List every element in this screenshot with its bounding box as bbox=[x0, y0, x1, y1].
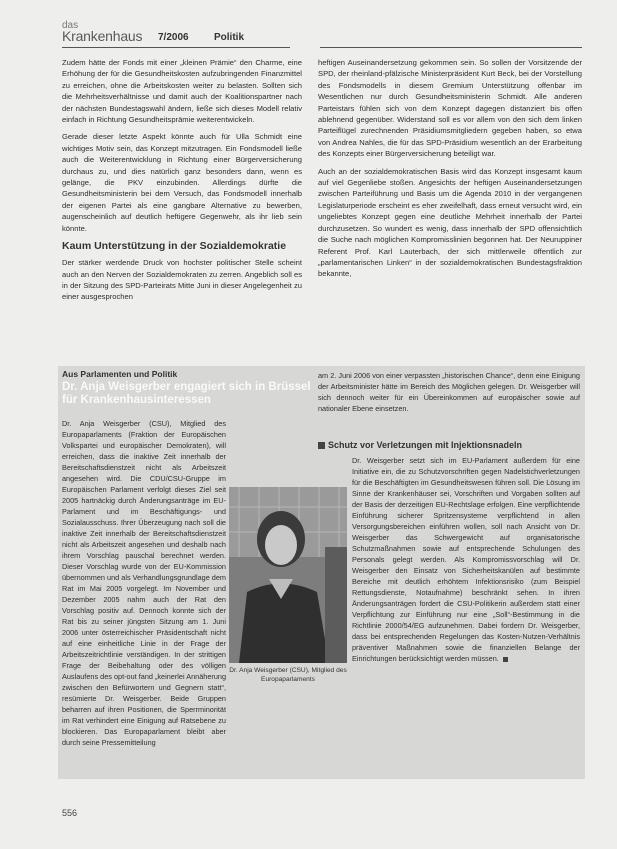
right-column bbox=[318, 57, 582, 357]
portrait-illustration bbox=[229, 487, 347, 663]
right-paragraph-2: Auch an der sozialdemokratischen Basis wird das Konzept insgesamt kaum auf viel Gegenliebe stoßen. Angesichts der heftigen Auseinandersetzungen zwischen Parteiführung und Basis um die Agenda 2010 in der vergangenen Legislaturperiode erscheint es eher zweifelhaft, dass erneut versucht wird, ein ungeliebtes Konzept gegen eine deutliche Mehrheit innerhalb der Partei durchzusetzen. So wundert es wenig, dass innerhalb der SPD offensichtlich die Suche nach möglichen Kompromisslinien begonnen hat. Der Neuruppiner Referent Prof. Karl Lauterbach, der sich mittlerweile öffentlich zur „parlamentarischen Linken“ in der sozialdemokratischen Bundestagsfraktion bekannte, bbox=[318, 166, 582, 279]
bullet-square-icon bbox=[318, 442, 325, 449]
left-paragraph-3: Der stärker werdende Druck von hochster politischer Stelle scheint auch an den Nerven der Sozialdemokraten zu zerren. Angeblich soll es in der Sitzung des SPD-Parteirats Mitte Juni in dieser Angelegenheit zu einer ausgesprochen bbox=[62, 258, 302, 302]
box-left-text bbox=[62, 418, 226, 774]
box-subheading-text: Schutz vor Verletzungen mit Injektionsnadeln bbox=[328, 440, 523, 450]
box-right-top-text bbox=[318, 370, 580, 436]
box-right-text bbox=[352, 455, 580, 775]
end-mark-icon bbox=[503, 657, 508, 662]
header-rule-left bbox=[62, 47, 290, 48]
logo-prefix: das bbox=[62, 20, 79, 31]
section-name: Politik bbox=[214, 32, 245, 43]
box-left-paragraph: Dr. Anja Weisgerber (CSU), Mitglied des Europaparlaments (Fraktion der Europäischen Volkspartei und europäischer Demokraten), will erreichen, dass die inaktive Zeit innerhalb der Bereitschaftsdienstzeit nicht als Arbeitszeit angesehen wird. Die CDU/CSU-Gruppe im Europäischen Parlament verfolgt dieses Ziel seit 2005 hartnäckig durch Änderungsanträge im EU-Parlament und im Beschäftigungs- und Sozialausschuss. Ihrer Überzeugung nach soll die inaktive Zeit innerhalb der Bereitschaftsdienstzeit nicht als Arbeitszeit angesehen und deshalb nach ihrem Vorschlag pauschal berechnet werden. Dieser Vorschlag wurde von der EU-Kommission übernommen und als Verhandlungsgrundlage dem Rat im Mai 2005 vorgelegt. Im November und Dezember 2005 nahm auch der Rat den Vorschlag positiv auf. Dennoch konnte sich der Rat bis zu seiner jüngsten Sitzung am 1. Juni 2006 unter österreichischer Präsidentschaft nicht auf eine einheitliche Linie in der Frage der Arbeitszeitrichtlinie verständigen. In der strittigen Frage der Beibehaltung oder des völligen Auslaufens des opt-out fand „keinerlei Annäherung zwischen den Befürwortern und Gegnern statt“, resümierte Dr. Weisgerber. Beide Gruppen beharren auf ihren Positionen, die Sperrminorität im Rat verhindert eine Einigung auf Ratsebene zu blockieren. Das Europaparlament bleibt aber durch seine Pressemitteilung bbox=[62, 419, 226, 747]
box-right-top-paragraph: am 2. Juni 2006 von einer verpassten „historischen Chance“, denn eine Einigung der Arbeitsminister hätte im Bereich des Möglichen gelegen. Dr. Weisgerber will sich dennoch weiter für ein Übereinkommen auf europäischer sowie auf nationaler Ebene einsetzen. bbox=[318, 371, 580, 413]
issue-number: 7/2006 bbox=[158, 32, 189, 43]
portrait-photo bbox=[229, 487, 347, 663]
photo-caption: Dr. Anja Weisgerber (CSU), Mitglied des Europaparlaments bbox=[229, 667, 347, 683]
section-heading: Kaum Unterstützung in der Sozialdemokratie bbox=[62, 240, 287, 253]
box-headline: Dr. Anja Weisgerber engagiert sich in Brüssel für Krankenhausinteressen bbox=[62, 381, 311, 406]
left-column bbox=[62, 57, 302, 362]
header-rule-right bbox=[320, 47, 582, 48]
masthead bbox=[62, 20, 582, 48]
magazine-logo: Krankenhaus bbox=[62, 28, 143, 44]
box-subheading bbox=[318, 440, 522, 450]
left-paragraph-1: Zudem hätte der Fonds mit einer „kleinen Prämie“ den Charme, eine Erhöhung der für die Gesundheitskosten aufzubringenden Finanzmittel zu erreichen, ohne die Arbeitskosten weiter zu belasten. Sollten sich die Mehrheitsverhältnisse und damit auch der Koalitionspartner nach der nächsten Bundestagswahl ändern, ließe sich dieses Modell relativ einfach in Richtung Gesundheitsprämie weiterentwickeln. bbox=[62, 58, 302, 125]
right-paragraph-1: heftigen Auseinandersetzung gekommen sein. So sollen der Vorsitzende der SPD, der rheinland-pfälzische Ministerpräsident Kurt Beck, bei der Vorstellung des Fondsmodells in diesem Gremium Unterstützung offenbar im Wesentlichen nur durch Gesundheitsministerin Schmidt. Alle anderen Parteistars fühlen sich von dem Konzept dagegen distanziert bis offen ablehnend gegenüber. Widerstand soll es vor allem von den sich dem linken Parteiflügel zurechnenden Präsidiumsmitgliedern gegeben haben, so etwa von Andrea Nahles, die für das SPD-Präsidium wesentlich an der Erarbeitung des Konzepts einer Bürgerversicherung beteiligt war. bbox=[318, 58, 582, 159]
box-right-paragraph: Dr. Weisgerber setzt sich im EU-Parlament außerdem für eine Initiative ein, die zu Schutzvorschriften gegen Nadelstichverletzungen für die Beschäftigten im Gesundheitswesen führen soll. Die Lösung im Sinne der Krankenhäuser sei, Vorschriften und Vorgaben sollten auf der Basis der derzeitigen EU-Rechtslage erfolgen. Eine verpflichtende Einführung sicherer Spritzensysteme verpflichtend in allen Versorgungsbereichen einführen wollen, soll nach Ansicht von Dr. Weisgerber das Schwergewicht auf organisatorische Schutzmaßnahmen sowie auf entsprechende Schulungen des Personals gelegt werden. Als Kompromissvorschlag will Dr. Weisgerber den Einsatz von Sicherheitskanülen auf bestimmte Bereiche mit deutlich erhöhtem Infektionsrisiko (zum Beispiel Rettungsdienste, Notaufnahme) beschränkt sehen. In ihren Änderungsanträgen fordert die CSU-Politikerin außerdem statt einer Verpflichtung zur Einführung nur eine „Soll“-Bestimmung in die Richtlinie 2000/54/EG aufzunehmen. Dabei fordern Dr. Weisgerber, dass bei entsprechenden Regelungen das Kosten-Nutzen-Verhältnis präventiver Maßnahmen sowie die finanziellen Belange der Einrichtungen berücksichtigt werden müssen. bbox=[352, 456, 580, 663]
box-kicker: Aus Parlamenten und Politik bbox=[62, 369, 178, 379]
page-number: 556 bbox=[62, 808, 78, 818]
left-paragraph-2: Gerade dieser letzte Aspekt könnte auch für Ulla Schmidt eine wichtiges Motiv sein, das Konzept mitzutragen. Ein Fondsmodell ließe auch die Weiterentwicklung in Richtung einer Bürgerversicherung durchaus zu, und dies natürlich ganz besonders dann, wenn es gelänge, die PKV einzubinden. Allerdings dürfte die Gesundheitsministerin bei dem Versuch, das Fondsmodell innerhalb der eigenen Partei als eine gangbare Alternative zu bewerben, augenscheinlich auf deutlich heftigere Gegenwehr, als ihr lieb sein könnte. bbox=[62, 132, 302, 233]
